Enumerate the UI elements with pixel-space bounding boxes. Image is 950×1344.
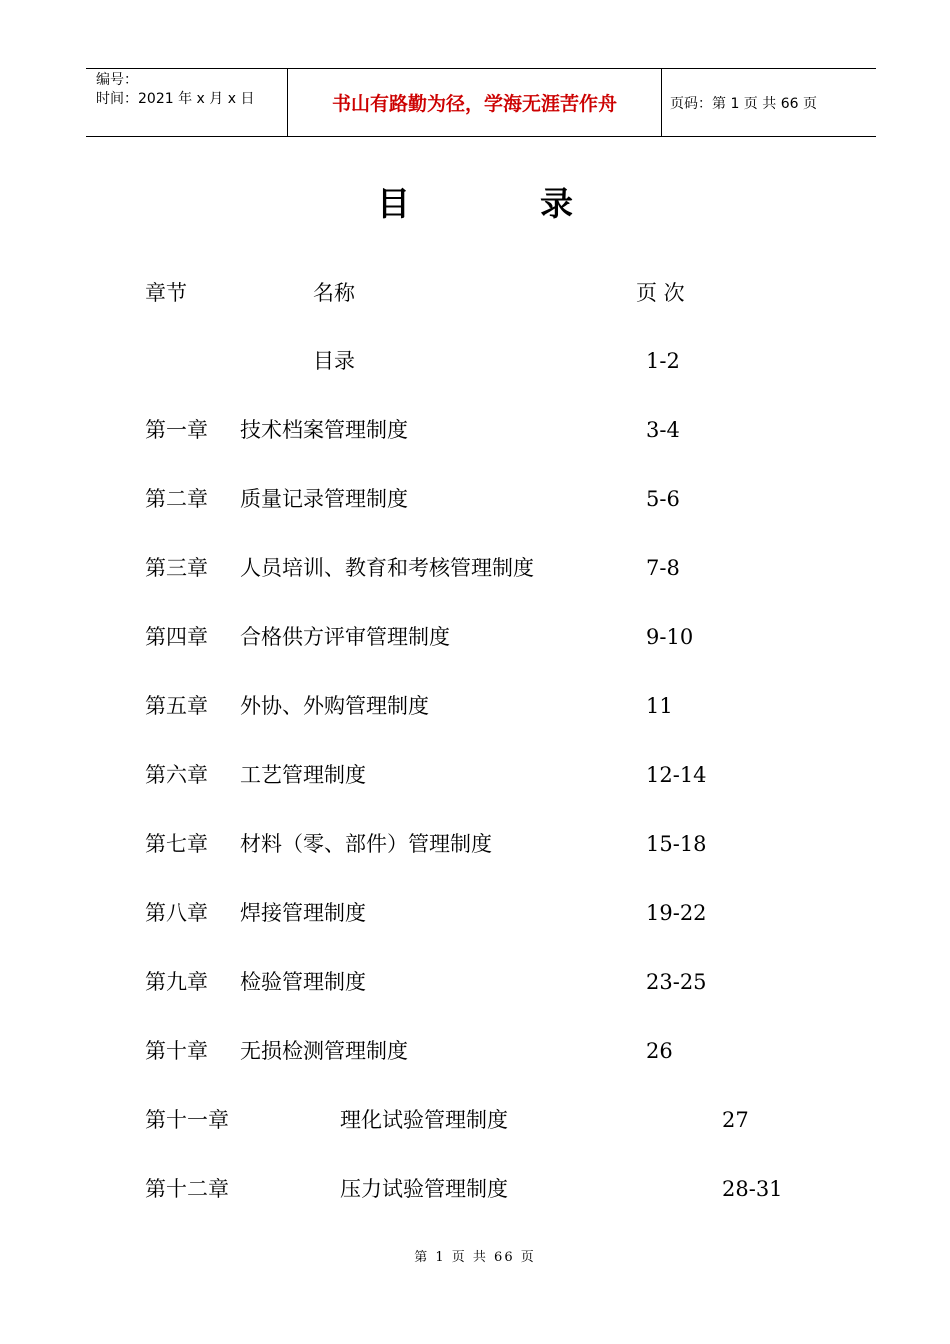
toc-pages: 5-6 (646, 487, 680, 511)
toc-chapter: 第六章 (145, 763, 208, 787)
toc-chapter: 第二章 (145, 487, 208, 511)
toc-chapter: 第三章 (145, 556, 208, 580)
toc-chapter: 第八章 (145, 901, 208, 925)
header-divider (661, 69, 662, 136)
toc-chapter: 第七章 (145, 832, 208, 856)
toc-chapter: 第十二章 (145, 1177, 229, 1201)
toc-title: 目录 (313, 349, 355, 373)
toc-title: 焊接管理制度 (240, 901, 366, 925)
toc-pages: 19-22 (646, 901, 707, 925)
toc-chapter: 第五章 (145, 694, 208, 718)
toc-pages: 12-14 (646, 763, 707, 787)
toc-title: 无损检测管理制度 (240, 1039, 408, 1063)
header-date: 时间：2021 年 x 月 x 日 (96, 91, 255, 107)
toc-title: 外协、外购管理制度 (240, 694, 429, 718)
toc-title: 质量记录管理制度 (240, 487, 408, 511)
toc-title: 人员培训、教育和考核管理制度 (240, 556, 534, 580)
toc-pages: 9-10 (646, 625, 694, 649)
header-motto: 书山有路勤为径，学海无涯苦作舟 (331, 93, 617, 115)
toc-chapter: 第一章 (145, 418, 208, 442)
header-meta (96, 71, 286, 109)
toc-pages: 3-4 (646, 418, 680, 442)
toc-pages: 23-25 (646, 970, 707, 994)
toc-pages: 15-18 (646, 832, 707, 856)
toc-pages: 27 (722, 1108, 749, 1132)
toc-chapter: 第四章 (145, 625, 208, 649)
document-header (86, 68, 876, 137)
header-page-info: 页码：第 1 页 共 66 页 (670, 95, 817, 112)
toc-title: 工艺管理制度 (240, 763, 366, 787)
toc-pages: 11 (646, 694, 673, 718)
toc-title: 压力试验管理制度 (340, 1177, 508, 1201)
toc-title: 检验管理制度 (240, 970, 366, 994)
toc-pages: 7-8 (646, 556, 680, 580)
toc-title: 技术档案管理制度 (240, 418, 408, 442)
page-footer: 第 1 页 共 66 页 (414, 1250, 536, 1265)
toc-chapter: 第九章 (145, 970, 208, 994)
toc-title: 合格供方评审管理制度 (240, 625, 450, 649)
toc-chapter: 第十一章 (145, 1108, 229, 1132)
column-header-name: 名称 (313, 281, 355, 305)
column-header-pages: 页 次 (636, 281, 685, 305)
toc-chapter: 第十章 (145, 1039, 208, 1063)
toc-pages: 26 (646, 1039, 673, 1063)
column-header-chapter: 章节 (145, 281, 187, 305)
toc-pages: 28-31 (722, 1177, 783, 1201)
toc-title: 理化试验管理制度 (340, 1108, 508, 1132)
header-number-label: 编号： (96, 72, 138, 88)
toc-title: 材料（零、部件）管理制度 (240, 832, 492, 856)
page-title: 目录 (377, 184, 703, 223)
toc-pages: 1-2 (646, 349, 680, 373)
